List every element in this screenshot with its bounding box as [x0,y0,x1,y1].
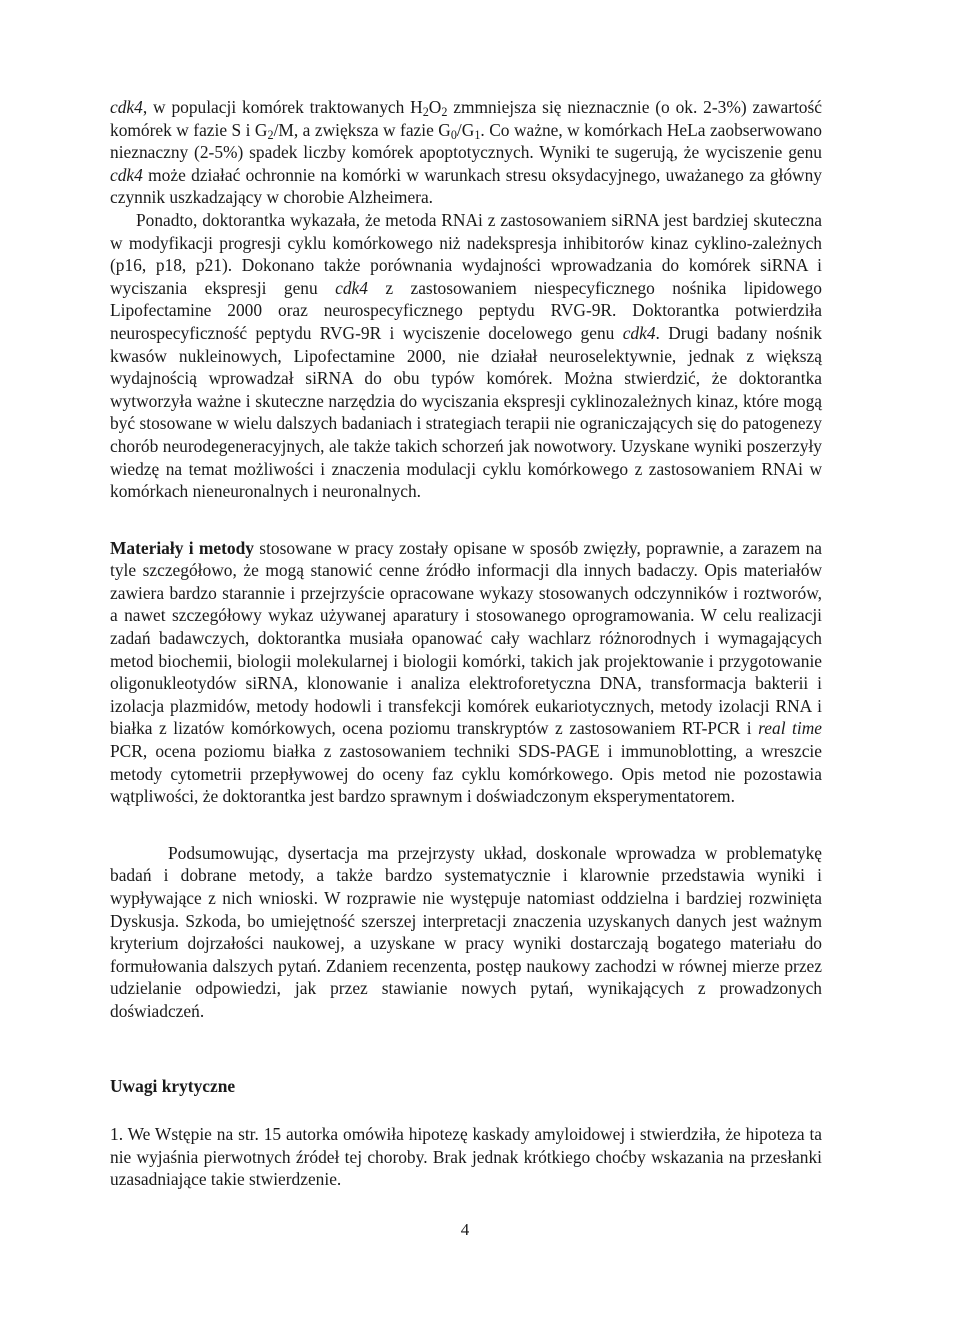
paragraph-summary: Podsumowując, dysertacja ma przejrzysty układ, doskonale wprowadza w problematykę badań i dobrane metody, a także bardzo systematycznie i klarownie przedstawia wyniki i wypływające z nich wnioski. W rozprawie nie występuje natomiast oddzielna i bardziej rozwinięta Dyskusja. Szkoda, bo umiejętność szerszej interpretacji znaczenia uzyskanych danych jest ważnym kryterium dojrzałości naukowej, a uzyskane w pracy wyniki dostarczają bogatego materiału do formułowania dalszych pytań. Zdaniem recenzenta, postęp naukowy zachodzi w równej mierze przez udzielanie odpowiedzi, jak przez stawianie nowych pytań, wynikających z prowadzonych doświadczeń. [110,842,822,1021]
section-heading-critical-remarks: Uwagi krytyczne [110,1075,236,1096]
paragraph-materials-methods: Materiały i metody stosowane w pracy zostały opisane w sposób zwięzły, poprawnie, a zarazem na tyle szczegółowo, że mogą stanowić cenne źródło informacji dla innych badaczy. Opis materiałów zawiera bardzo starannie i przejrzyście opracowane wykazy stosowanych odczynników i roztworów, a nawet szczegółowy wykaz używanej aparatury i stosowanego oprogramowania. W celu realizacji zadań badawczych, doktorantka musiała opanować cały wachlarz różnorodnych i wymagających metod biochemii, biologii molekularnej i biologii komórki, takich jak projektowanie i przygotowanie oligonukleotydów siRNA, klonowanie i analiza elektroforetyczna DNA, transformacja bakterii i izolacja plazmidów, metody hodowli i transfekcji komórek eukariotycznych, metody izolacji RNA i białka z lizatów komórkowych, ocena poziomu transkryptów z zastosowaniem RT-PCR i real time PCR, ocena poziomu białka z zastosowaniem techniki SDS-PAGE i immunoblotting, a wreszcie metody cytometrii przepływowej do oceny faz cyklu komórkowego. Opis metod nie pozostawia wątpliwości, że doktorantka jest bardzo sprawnym i doświadczonym eksperymentatorem. [110,537,822,807]
gene-name: cdk4 [110,97,143,117]
list-item: 1. We Wstępie na str. 15 autorka omówiła hipotezę kaskady amyloidowej i stwierdziła, że hipoteza ta nie wyjaśnia pierwotnych źródeł tej choroby. Brak jednak krótkiego choćby wskazania na przesłanki uzasadniające takie stwierdzenie. [110,1124,822,1190]
document-page [110,96,822,1191]
gene-name: cdk4 [622,322,656,343]
gene-name: cdk4 [335,277,368,298]
page-number: 4 [460,1220,470,1239]
paragraph-cdk4-results: cdk4, w populacji komórek traktowanych $H_2O_2$ zmmniejsza się nieznacznie (o ok. 2-3%) zawartość komórek w fazie S i $G_2/M$, a zwiększa w fazie $G_0/G_1$. Co ważne, w komórkach HeLa zaobserwowano nieznaczny (2-5%) spadek liczby komórek apoptotycznych. Wyniki te sugerują, że wyciszenie genu cdk4 może działać ochronnie na komórki w warunkach stresu oksydacyjnego, uważanego za główny czynnik uszkadzający w chorobie Alzheimera. [110,97,822,208]
paragraph-rnai-results: Ponadto, doktorantka wykazała, że metoda RNAi z zastosowaniem siRNA jest bardziej skuteczna w modyfikacji progresji cyklu komórkowego niż nadekspresja inhibitorów kinaz cyklino-zależnych (p16, p18, p21). Dokonano także porównania wydajności wprowadzania do komórek siRNA i wyciszania ekspresji genu cdk4 z zastosowaniem niespecyficznego nośnika lipidowego Lipofectamine 2000 oraz neurospecyficznego peptydu RVG-9R. Doktorantka potwierdziła neurospecyficzność peptydu RVG-9R i wyciszenie docelowego genu cdk4. Drugi badany nośnik kwasów nukleinowych, Lipofectamine 2000, nie działał neuroselektywnie, jednak z większą wydajnością wprowadzał siRNA do obu typów komórek. Można stwierdzić, że doktorantka wytworzyła ważne i skuteczne narzędzia do wyciszania ekspresji cyklinozależnych kinaz, które mogą być stosowane w wielu dalszych badaniach i strategiach terapii nie ograniczających się do patogenezy chorób neurodegeneracyjnych, ale także takich schorzeń jak nowotwory. Uzyskane wyniki poszerzyły wiedzę na temat możliwości i znaczenia modulacji cyklu komórkowego z zastosowaniem RNAi w komórkach nieneuronalnych i neuronalnych. [110,209,823,502]
inline-heading-materials: Materiały i metody [110,537,254,558]
gene-name: cdk4 [110,164,143,185]
